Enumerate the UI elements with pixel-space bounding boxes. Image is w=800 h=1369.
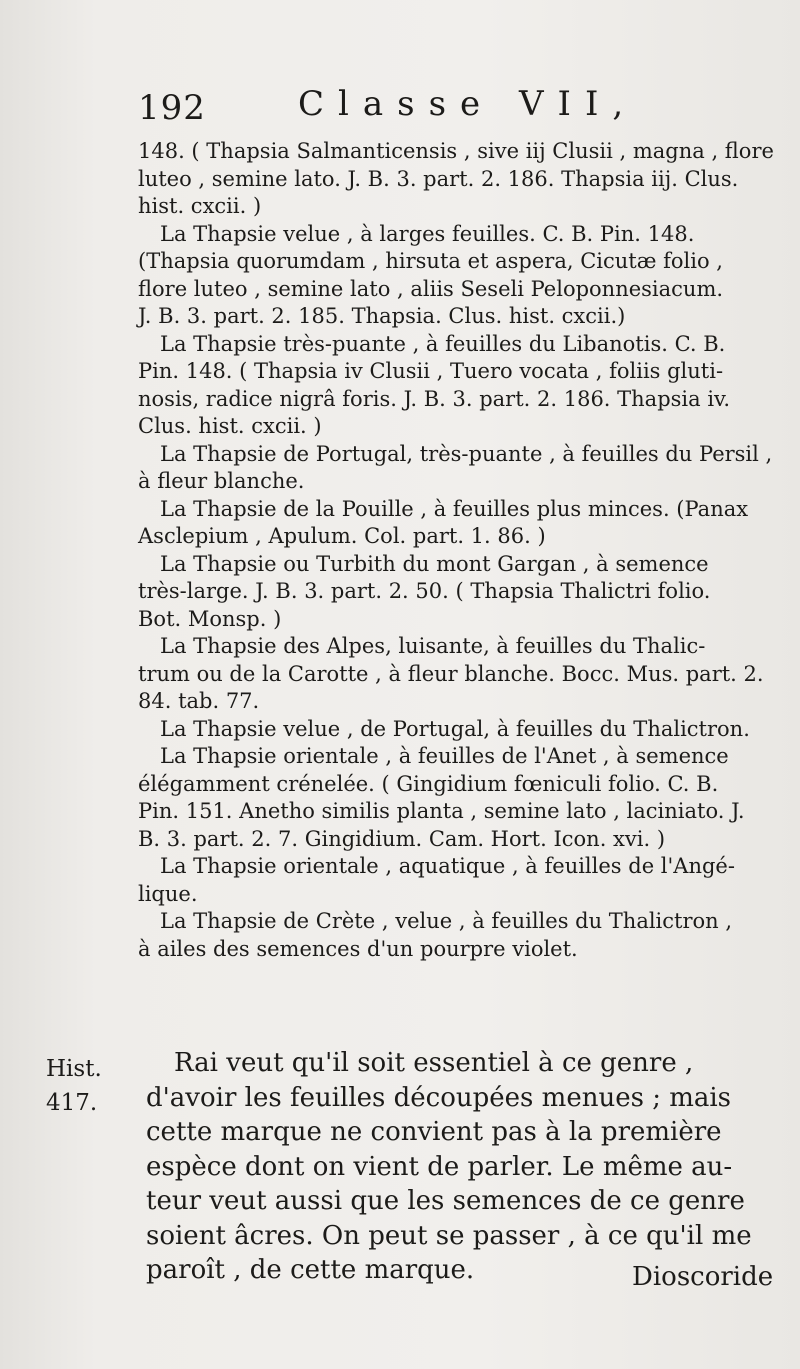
text-line: Bot. Monsp. ) <box>138 606 282 631</box>
species-entry <box>138 908 766 963</box>
species-entry <box>138 853 766 908</box>
paragraph-line: paroît , de cette marque. <box>146 1255 475 1285</box>
text-line: La Thapsie des Alpes, luisante, à feuilles du Thalic- <box>160 634 706 658</box>
species-entry <box>138 633 766 716</box>
paragraph-line: soient âcres. On peut se passer , à ce qu'il me <box>146 1220 752 1251</box>
species-entry <box>138 221 766 331</box>
text-line: La Thapsie de Crète , velue , à feuilles du Thalictron , <box>160 909 733 933</box>
text-line: flore luteo , semine lato , aliis Seseli Peloponnesiacum. <box>138 276 724 301</box>
text-line: La Thapsie très-puante , à feuilles du Libanotis. C. B. <box>160 331 726 356</box>
text-line: La Thapsie ou Turbith du mont Gargan , à semence <box>160 551 709 576</box>
species-list <box>138 138 774 963</box>
running-head: Classe VII, <box>298 84 638 124</box>
species-entry <box>138 716 766 744</box>
species-entry <box>138 743 766 853</box>
paragraph-line: d'avoir les feuilles découpées menues ; mais <box>146 1082 732 1113</box>
text-line: à fleur blanche. <box>138 469 305 493</box>
text-line: La Thapsie de Portugal, très-puante , à feuilles du Persil , <box>160 441 773 466</box>
text-line: nosis, radice nigrâ foris. J. B. 3. part. 2. 186. Thapsia iv. <box>138 386 731 411</box>
text-line: B. 3. part. 2. 7. Gingidium. Cam. Hort. Icon. xvi. ) <box>138 826 666 851</box>
text-line: J. B. 3. part. 2. 185. Thapsia. Clus. hist. cxcii.) <box>138 304 626 328</box>
species-entry <box>138 441 773 496</box>
paragraph-line: Rai veut qu'il soit essentiel à ce genre , <box>174 1048 694 1078</box>
text-line: élégamment crénelée. ( Gingidium fœniculi folio. C. B. <box>138 771 719 796</box>
text-line: La Thapsie velue , à larges feuilles. C. B. Pin. 148. <box>160 221 695 246</box>
text-line: Pin. 148. ( Thapsia iv Clusii , Tuero vocata , foliis gluti- <box>138 359 724 383</box>
text-line: La Thapsie velue , de Portugal, à feuilles du Thalictron. <box>160 716 750 741</box>
text-line: à ailes des semences d'un pourpre violet. <box>138 936 578 961</box>
text-line: La Thapsie orientale , aquatique , à feuilles de l'Angé- <box>160 854 735 878</box>
margin-note <box>46 1052 102 1120</box>
species-entry <box>138 331 766 441</box>
text-line: trum ou de la Carotte , à fleur blanche. Bocc. Mus. part. 2. <box>138 661 764 686</box>
paragraph-line: cette marque ne convient pas à la première <box>146 1117 722 1147</box>
catchword: Dioscoride <box>632 1262 774 1292</box>
text-line: La Thapsie de la Pouille , à feuilles plus minces. (Panax <box>160 496 749 521</box>
text-line: Asclepium , Apulum. Col. part. 1. 86. ) <box>138 524 546 548</box>
text-line: 148. ( Thapsia Salmanticensis , sive iij Clusii , magna , flore <box>138 139 774 163</box>
paragraph-line: espèce dont on vient de parler. Le même au- <box>146 1151 733 1182</box>
text-line: Clus. hist. cxcii. ) <box>138 414 322 438</box>
species-entry <box>138 496 766 551</box>
text-line: luteo , semine lato. J. B. 3. part. 2. 186. Thapsia iij. Clus. <box>138 166 739 191</box>
margin-note-line: 417. <box>46 1090 98 1116</box>
species-entry <box>138 138 774 221</box>
commentary-paragraph <box>146 1046 770 1288</box>
text-line: Pin. 151. Anetho similis planta , semine lato , laciniato. J. <box>138 799 745 823</box>
text-line: lique. <box>138 881 198 906</box>
page-header <box>138 80 758 136</box>
margin-note-line: Hist. <box>46 1056 102 1082</box>
page-number: 192 <box>138 88 206 128</box>
text-line: 84. tab. 77. <box>138 689 260 713</box>
species-entry <box>138 551 766 634</box>
paragraph-line: teur veut aussi que les semences de ce genre <box>146 1186 745 1216</box>
text-line: La Thapsie orientale , à feuilles de l'Anet , à semence <box>160 744 729 768</box>
text-line: hist. cxcii. ) <box>138 194 262 218</box>
text-line: très-large. J. B. 3. part. 2. 50. ( Thapsia Thalictri folio. <box>138 579 711 603</box>
text-line: (Thapsia quorumdam , hirsuta et aspera, Cicutæ folio , <box>138 249 723 273</box>
